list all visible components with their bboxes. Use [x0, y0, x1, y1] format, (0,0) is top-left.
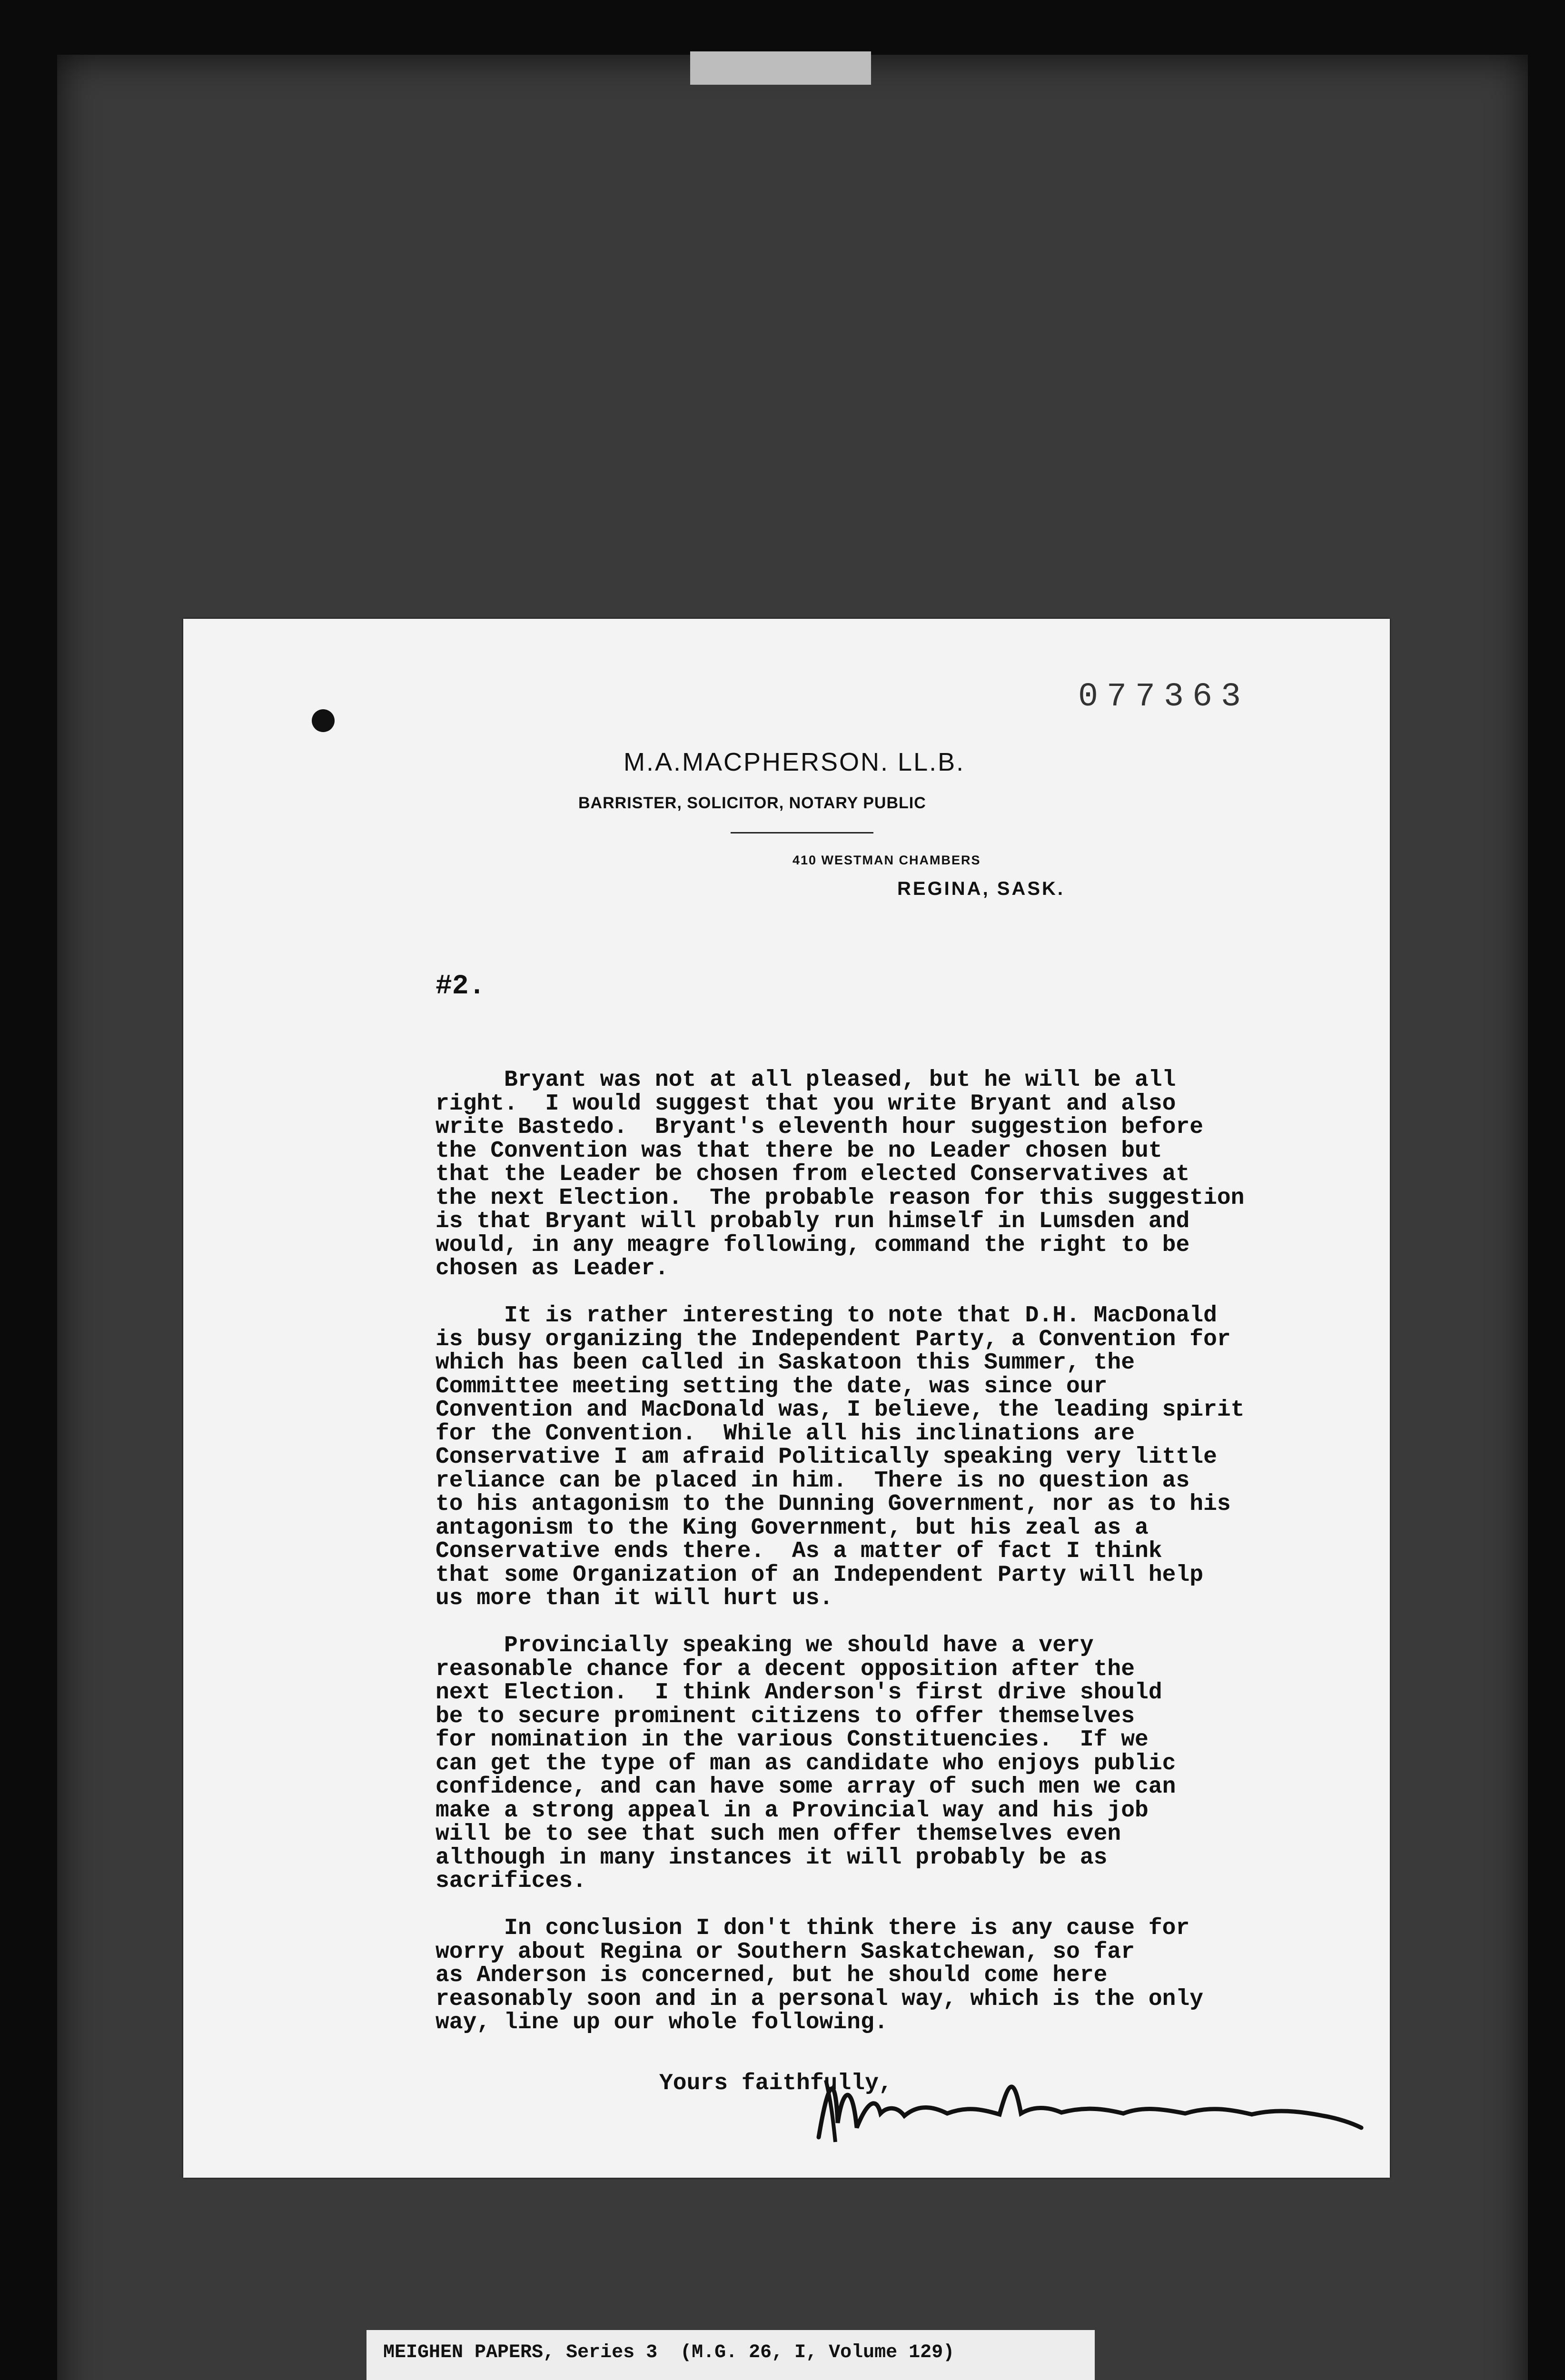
- letterhead-city: REGINA, SASK.: [897, 878, 1065, 899]
- paragraph: Provincially speaking we should have a very reasonable chance for a decent opposition after the next Election. I think Anderson's first drive should be to secure prominent citizens to offer themselves for nomination in the various Constituencies. If we can get the type of man as candidate who enjoys public confidence, and can have some array of such men we can make a strong appeal in a Provincial way and his job will be to see that such men offer themselves even although in many instances it will probably be as sacrifices.: [436, 1633, 1176, 1894]
- paragraph: It is rather interesting to note that D.H. MacDonald is busy organizing the Independent Party, a Convention for which has been called in Saskatoon this Summer, the Committee meeting setting the date, was since our Convention and MacDonald was, I believe, the leading spirit for the Convention. While all his inclinations are Conservative I am afraid Politically speaking very little reliance can be placed in him. There is no question as to his antagonism to the Dunning Government, nor as to his antagonism to the King Government, but his zeal as a Conservative ends there. As a matter of fact I think that some Organization of an Independent Party will help us more than it will hurt us.: [436, 1303, 1245, 1611]
- paragraph: Bryant was not at all pleased, but he will be all right. I would suggest that you write Bryant and also write Bastedo. Bryant's eleventh hour suggestion before the Convention was that there be no Leader chosen but that the Leader be chosen from elected Conservatives at the next Election. The probable reason for this suggestion is that Bryant will probably run himself in Lumsden and would, in any meagre following, command the right to be chosen as Leader.: [436, 1067, 1245, 1281]
- letterhead-address: 410 WESTMAN CHAMBERS: [792, 853, 981, 867]
- paragraph: In conclusion I don't think there is any cause for worry about Regina or Southern Saskatchewan, so far as Anderson is concerned, but he should come here reasonably soon and in a personal way, which is the only way, line up our whole following.: [436, 1915, 1204, 2035]
- collection-label: MEIGHEN PAPERS, Series 3 (M.G. 26, I, Volume 129): [383, 2342, 955, 2363]
- letter-body: [436, 1069, 1368, 2058]
- closing: Yours faithfully,: [659, 2071, 892, 2096]
- letterhead-divider: [731, 832, 873, 833]
- page-marker: #2.: [436, 971, 485, 1002]
- letterhead-name: M.A.MACPHERSON. LL.B.: [624, 748, 965, 776]
- film-tab: [690, 51, 871, 85]
- punch-hole: [312, 709, 335, 732]
- handwritten-signature: [809, 2061, 1371, 2147]
- document-number: 077363: [1078, 678, 1250, 716]
- letterhead-title: BARRISTER, SOLICITOR, NOTARY PUBLIC: [578, 794, 926, 812]
